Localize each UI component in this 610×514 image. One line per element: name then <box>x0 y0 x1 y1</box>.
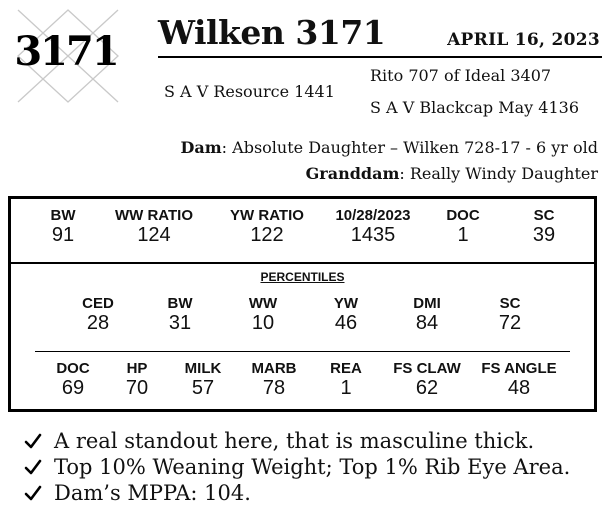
stat-yw-ratio <box>212 207 322 247</box>
stat-value: 78 <box>262 377 286 399</box>
stat-header: SC <box>499 295 521 312</box>
stat-header: FS CLAW <box>393 360 461 377</box>
stat-value: 46 <box>334 312 358 334</box>
stat-value: 62 <box>415 377 439 399</box>
stat-header: YW RATIO <box>230 207 304 224</box>
stat-value: 1 <box>340 377 352 399</box>
stat-value: 39 <box>532 224 556 246</box>
stat-header: WW <box>248 295 278 312</box>
sale-date: APRIL 16, 2023 <box>447 30 600 50</box>
stat-header: DMI <box>413 295 441 312</box>
percentiles-rule <box>35 351 570 352</box>
dam-line <box>181 138 599 157</box>
percentiles-title: PERCENTILES <box>260 270 345 284</box>
stat-value: 72 <box>498 312 522 334</box>
lot-badge <box>12 6 124 106</box>
stat-value: 31 <box>168 312 192 334</box>
sire-name: S A V Resource 1441 <box>164 82 335 101</box>
stat-sc <box>489 207 599 247</box>
stat-value: 70 <box>125 377 149 399</box>
stat-header: SC <box>533 207 555 224</box>
list-item <box>24 454 570 480</box>
stat-value: 57 <box>191 377 215 399</box>
granddam-label: Granddam <box>305 164 400 183</box>
stat-header: REA <box>330 360 362 377</box>
table-divider <box>11 262 594 264</box>
stat-value: 28 <box>86 312 110 334</box>
title-rule <box>158 56 602 58</box>
checkmark-icon <box>24 459 42 475</box>
granddam-value: : Really Windy Daughter <box>399 164 598 183</box>
stat-header: DOC <box>446 207 480 224</box>
stat-value: 69 <box>61 377 85 399</box>
stat-value: 10 <box>251 312 275 334</box>
bull-name: Wilken 3171 <box>158 13 386 52</box>
note-text: Dam’s MPPA: 104. <box>54 481 251 505</box>
dam-value: : Absolute Daughter – Wilken 728-17 - 6 yr old <box>221 138 598 157</box>
stat-header: MARB <box>251 360 297 377</box>
stat-header: BW <box>167 295 193 312</box>
checkmark-icon <box>24 433 42 449</box>
stat-header: MILK <box>184 360 222 377</box>
stat-header: YW <box>333 295 359 312</box>
lot-number: 3171 <box>14 28 118 75</box>
list-item <box>24 480 570 506</box>
dam-label: Dam <box>180 138 222 157</box>
stat-value: 122 <box>250 224 284 246</box>
stat-header: DOC <box>56 360 90 377</box>
sire-dam-name: S A V Blackcap May 4136 <box>370 98 579 117</box>
stat-value: 1 <box>457 224 469 246</box>
stat-value: 84 <box>415 312 439 334</box>
pct-sc <box>455 295 565 335</box>
stat-header: CED <box>82 295 114 312</box>
stat-ww-ratio <box>99 207 209 247</box>
stat-value: 91 <box>51 224 75 246</box>
note-text: A real standout here, that is masculine thick. <box>54 429 535 453</box>
note-text: Top 10% Weaning Weight; Top 1% Rib Eye Area. <box>54 455 571 479</box>
granddam-line <box>306 164 598 183</box>
performance-table <box>8 196 597 412</box>
stat-value: 1435 <box>350 224 396 246</box>
stat-header: 10/28/2023 <box>335 207 411 224</box>
stat-header: BW <box>50 207 76 224</box>
list-item <box>24 428 570 454</box>
stat-value: 124 <box>137 224 171 246</box>
stat-header: HP <box>126 360 148 377</box>
stat-value: 48 <box>507 377 531 399</box>
pct-fs-angle <box>464 360 574 400</box>
checkmark-icon <box>24 485 42 501</box>
notes-list <box>24 428 570 506</box>
stat-header: FS ANGLE <box>481 360 557 377</box>
stat-header: WW RATIO <box>114 207 194 224</box>
sire-sire-name: Rito 707 of Ideal 3407 <box>370 66 552 85</box>
